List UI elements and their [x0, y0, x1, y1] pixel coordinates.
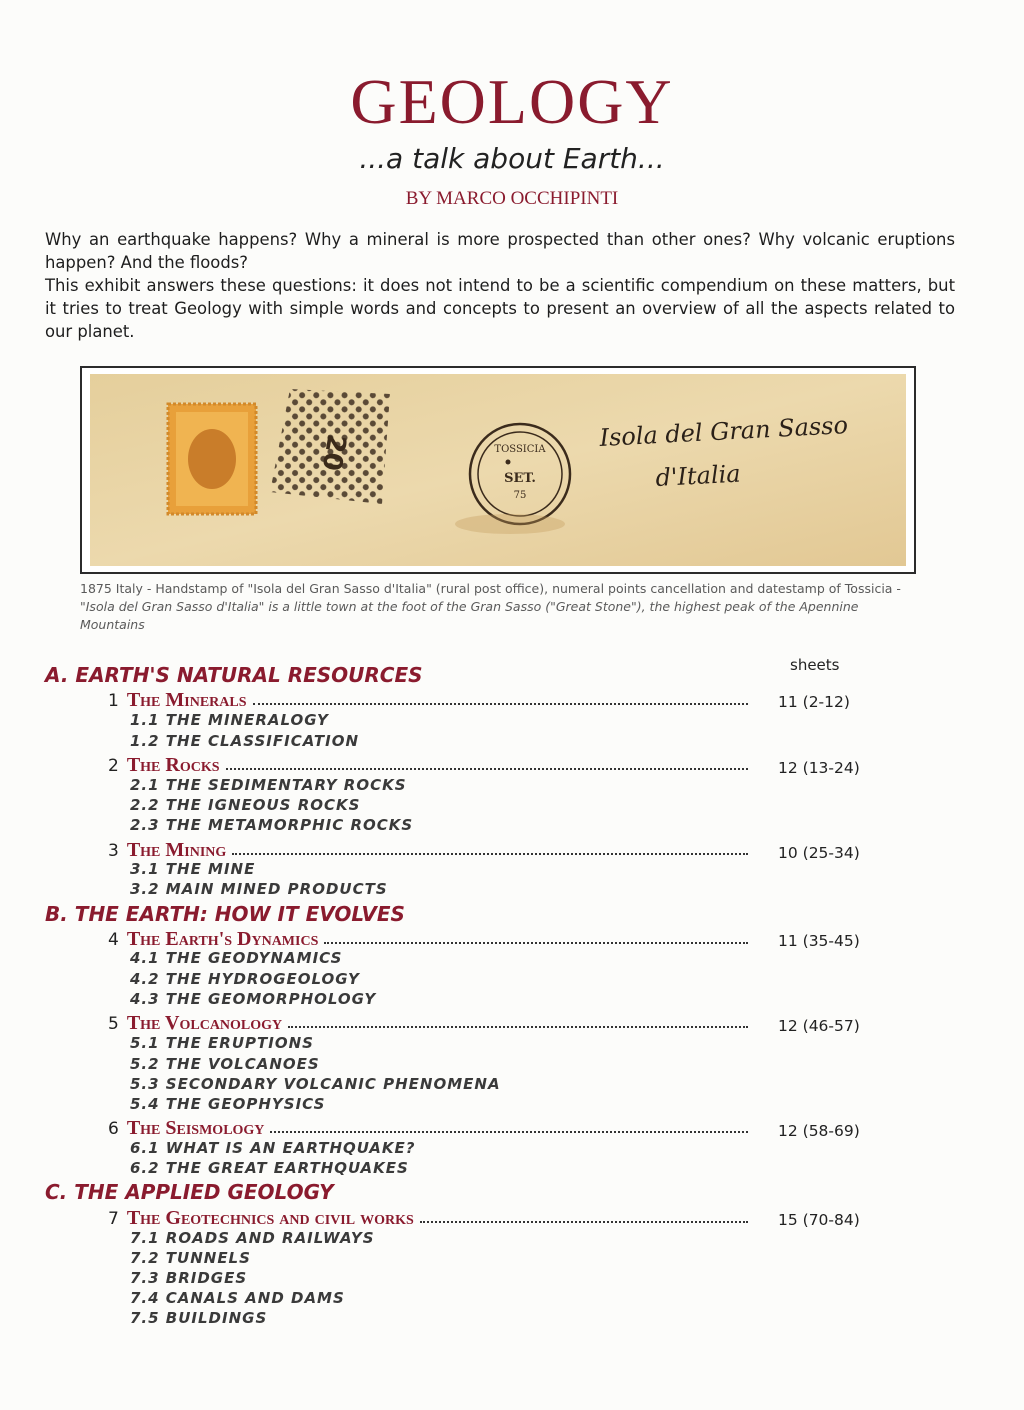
chapter-number: 7: [108, 1209, 119, 1229]
subchapter-item: 4.2 THE HYDROGEOLOGY: [130, 970, 360, 988]
subchapter-item: 5.3 SECONDARY VOLCANIC PHENOMENA: [130, 1075, 501, 1093]
leader-dots: [253, 702, 748, 705]
subchapter-item: 7.4 CANALS AND DAMS: [130, 1289, 345, 1307]
chapter-4-sheets: 11 (35-45): [778, 932, 860, 950]
chapter-5-sheets: 12 (46-57): [778, 1017, 860, 1035]
chapter-7: [108, 1208, 748, 1228]
datestamp-month: SET.: [504, 471, 536, 486]
handwriting-line-2: d'Italia: [654, 459, 742, 492]
section-heading-a: A. EARTH'S NATURAL RESOURCES: [45, 663, 423, 687]
chapter-6-sheets: 12 (58-69): [778, 1122, 860, 1140]
page-subtitle: ...a talk about Earth...: [359, 142, 665, 175]
chapter-title: The Minerals: [126, 689, 247, 711]
chapter-title: The Seismology: [126, 1117, 265, 1139]
sheets-column-header: sheets: [790, 656, 840, 674]
chapter-title: The Volcanology: [126, 1012, 283, 1034]
subchapter-item: 5.1 THE ERUPTIONS: [130, 1034, 314, 1052]
subchapter-item: 7.5 BUILDINGS: [130, 1309, 268, 1327]
subchapter-item: 4.3 THE GEOMORPHOLOGY: [130, 990, 377, 1008]
image-caption: [80, 580, 920, 634]
chapter-number: 4: [108, 930, 119, 950]
subchapter-item: 5.2 THE VOLCANOES: [130, 1055, 320, 1073]
subchapter-item: 1.2 THE CLASSIFICATION: [130, 732, 360, 750]
subchapter-item: 3.2 MAIN MINED PRODUCTS: [130, 880, 388, 898]
chapter-7-sheets: 15 (70-84): [778, 1211, 860, 1229]
cover-image: [90, 374, 906, 566]
subchapter-item: 2.2 THE IGNEOUS ROCKS: [130, 796, 361, 814]
subchapter-item: 7.1 ROADS AND RAILWAYS: [130, 1229, 375, 1247]
chapter-5: [108, 1013, 748, 1033]
cover-image-frame: [80, 366, 916, 574]
chapter-number: 2: [108, 756, 119, 776]
datestamp-year: 75: [513, 490, 527, 501]
subchapter-item: 6.2 THE GREAT EARTHQUAKES: [130, 1159, 409, 1177]
intro-paragraph-2: This exhibit answers these questions: it does not intend to be a scientific compendium on these matters, but it tries to treat Geology with simple words and concepts to present an overview of all the aspects related to our planet.: [45, 276, 955, 341]
page-title: GEOLOGY: [350, 66, 674, 137]
chapter-4: [108, 929, 748, 949]
subchapter-item: 3.1 THE MINE: [130, 860, 256, 878]
chapter-3-sheets: 10 (25-34): [778, 844, 860, 862]
leader-dots: [270, 1130, 748, 1133]
handwriting-line-1: Isola del Gran Sasso: [598, 411, 849, 452]
leader-dots: [232, 852, 748, 855]
subchapter-item: 5.4 THE GEOPHYSICS: [130, 1095, 326, 1113]
chapter-number: 3: [108, 841, 119, 861]
intro-text: [45, 228, 955, 343]
author-line: BY MARCO OCCHIPINTI: [405, 188, 619, 209]
chapter-title: The Earth's Dynamics: [126, 928, 319, 950]
leader-dots: [324, 941, 748, 944]
subchapter-item: 1.1 THE MINERALOGY: [130, 711, 329, 729]
postage-stamp: [168, 404, 256, 514]
subchapter-item: 6.1 WHAT IS AN EARTHQUAKE?: [130, 1139, 416, 1157]
chapter-1: [108, 690, 748, 710]
caption-text: 1875 Italy - Handstamp of "Isola del Gran Sasso d'Italia" (rural post office), numeral points cancellation and datestamp of Tossicia -: [80, 581, 901, 596]
chapter-title: The Mining: [126, 839, 227, 861]
section-heading-b: B. THE EARTH: HOW IT EVOLVES: [45, 902, 405, 926]
chapter-2: [108, 755, 748, 775]
leader-dots: [288, 1025, 748, 1028]
caption-italic-text: "Isola del Gran Sasso d'Italia" is a little town at the foot of the Gran Sasso ("Great Stone"), the highest peak of the Apennine Mountains: [80, 599, 859, 632]
intro-paragraph-1: Why an earthquake happens? Why a mineral is more prospected than other ones? Why volcanic eruptions happen? And the floods?: [45, 230, 955, 272]
subchapter-item: 7.3 BRIDGES: [130, 1269, 248, 1287]
chapter-1-sheets: 11 (2-12): [778, 693, 850, 711]
subchapter-item: 4.1 THE GEODYNAMICS: [130, 949, 343, 967]
chapter-title: The Geotechnics and civil works: [126, 1207, 414, 1229]
datestamp-town: TOSSICIA: [494, 444, 546, 455]
chapter-number: 1: [108, 691, 119, 711]
leader-dots: [226, 767, 748, 770]
section-heading-c: C. THE APPLIED GEOLOGY: [45, 1180, 334, 1204]
subchapter-item: 7.2 TUNNELS: [130, 1249, 251, 1267]
subchapter-item: 2.3 THE METAMORPHIC ROCKS: [130, 816, 414, 834]
chapter-3: [108, 840, 748, 860]
subchapter-item: 2.1 THE SEDIMENTARY ROCKS: [130, 776, 407, 794]
numeral-text: 20: [315, 432, 352, 473]
chapter-6: [108, 1118, 748, 1138]
chapter-2-sheets: 12 (13-24): [778, 759, 860, 777]
chapter-number: 5: [108, 1014, 119, 1034]
chapter-title: The Rocks: [126, 754, 220, 776]
leader-dots: [420, 1220, 748, 1223]
chapter-number: 6: [108, 1119, 119, 1139]
